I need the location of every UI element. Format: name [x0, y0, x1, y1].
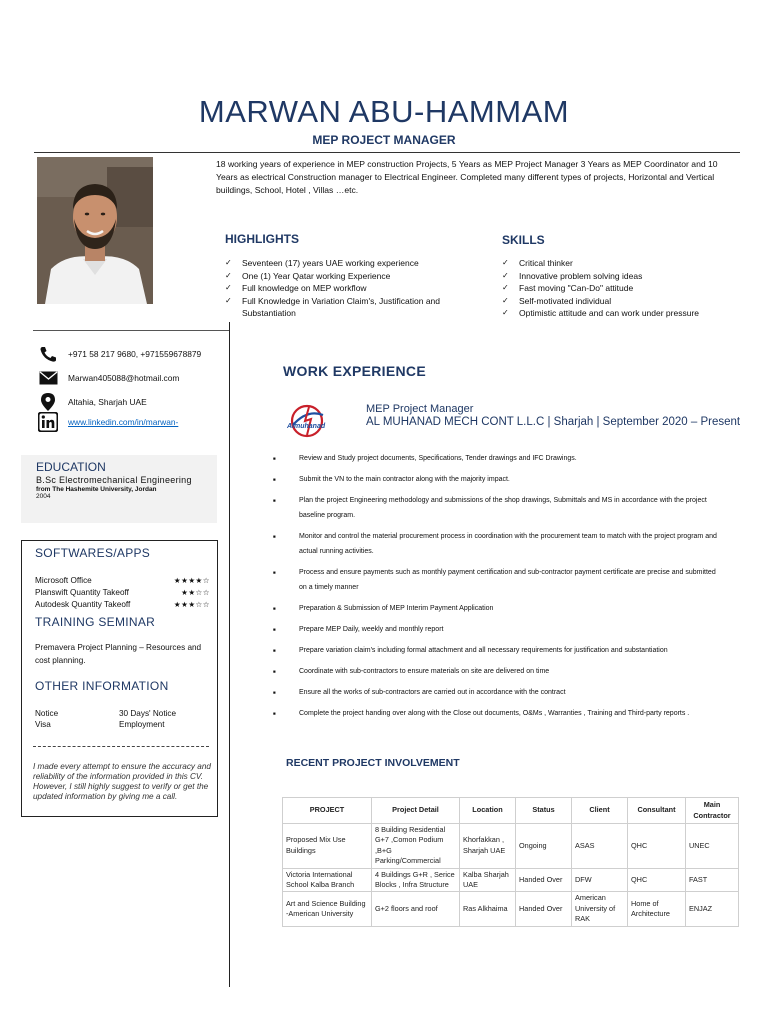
phone-number[interactable]: +971 58 217 9680, +971559678879: [68, 349, 202, 359]
table-cell: Art and Science Building -American University: [283, 892, 372, 926]
training-text: Premavera Project Planning – Resources and cost planning.: [35, 643, 202, 665]
other-info-heading: OTHER INFORMATION: [35, 679, 169, 693]
skills-list: [502, 257, 742, 320]
other-info-row: Notice 30 Days' Notice: [35, 709, 177, 718]
software-item: Microsoft Office ★★★★☆: [35, 575, 210, 587]
disclaimer-text: I made every attempt to ensure the accuracy and reliability of the information provided in this CV. However, I still highly suggest to verify or get the updated information by giving me a call.: [33, 762, 211, 801]
list-item: ■ Submit the VN to the main contractor along with the majority impact.: [273, 472, 718, 487]
rating-stars: ★★★☆☆: [173, 600, 210, 610]
software-list: [35, 575, 210, 612]
skills-heading: SKILLS: [502, 233, 545, 247]
projects-table: [282, 797, 739, 927]
education-school: from The Hashemite University, Jordan: [36, 486, 157, 493]
contact-divider: [33, 330, 229, 331]
software-item: Planswift Quantity Takeoff ★★☆☆: [35, 587, 210, 599]
checkmark-icon: ✓: [225, 258, 232, 267]
table-cell: Proposed Mix Use Buildings: [283, 824, 372, 869]
table-cell: Kalba Sharjah UAE: [460, 868, 516, 892]
envelope-icon: [37, 369, 59, 387]
location-text: Altahia, Sharjah UAE: [68, 397, 147, 407]
table-cell: UNEC: [686, 824, 739, 869]
checkmark-icon: ✓: [502, 295, 509, 305]
column-header: Client: [572, 798, 628, 824]
candidate-role: MEP ROJECT MANAGER: [312, 133, 456, 147]
table-cell: G+2 floors and roof: [372, 892, 460, 926]
list-item: ✓ Fast moving "Can-Do" attitude: [502, 283, 634, 294]
column-divider: [229, 322, 230, 987]
list-item: ✓ Full Knowledge in Variation Claim's, Justification and Substantiation: [225, 295, 441, 319]
checkmark-icon: ✓: [225, 295, 232, 305]
contact-location: [37, 393, 147, 411]
company-logo: [283, 403, 343, 439]
list-item: ✓ Innovative problem solving ideas: [502, 270, 643, 281]
table-cell: Ras Alkhaima: [460, 892, 516, 926]
list-item: ✓ Critical thinker: [502, 258, 573, 268]
education-year: 2004: [36, 493, 51, 500]
list-item: ✓ Full knowledge on MEP workflow: [225, 283, 367, 294]
list-item: ■ Prepare MEP Daily, weekly and monthly report: [273, 622, 718, 637]
table-row: [283, 892, 739, 926]
list-item: ■ Ensure all the works of sub-contractors are carried out in accordance with the contract: [273, 685, 718, 700]
profile-photo-illustration: [37, 157, 153, 304]
table-cell: Home of Architecture: [628, 892, 686, 926]
list-item: ■ Process and ensure payments such as monthly payment certification and sub-contractor payment certificate are precise and submitted on a timely manner: [273, 565, 718, 595]
list-item: ✓ Optimistic attitude and can work under pressure: [502, 308, 700, 319]
column-header: PROJECT: [283, 798, 372, 824]
rating-stars: ★★☆☆: [181, 588, 210, 598]
highlights-list: [225, 257, 475, 320]
table-cell: QHC: [628, 824, 686, 869]
job-title: MEP Project Manager: [366, 403, 474, 415]
education-heading: EDUCATION: [36, 460, 106, 474]
contact-phone: [37, 345, 201, 363]
education-degree: B.Sc Electromechanical Engineering: [36, 475, 192, 485]
checkmark-icon: ✓: [502, 283, 509, 293]
work-experience-heading: WORK EXPERIENCE: [283, 363, 426, 379]
table-cell: DFW: [572, 868, 628, 892]
candidate-name: MARWAN ABU-HAMMAM: [198, 94, 570, 129]
list-item: ■ Monitor and control the material procurement process in coordination with the procurement team to match with the project program and actual running activities.: [273, 529, 718, 559]
table-cell: Handed Over: [516, 868, 572, 892]
list-item: ■ Plan the project Engineering methodology and submissions of the shop drawings, Submittals and MS in accordance with the project baseline program.: [273, 493, 718, 523]
table-cell: American University of RAK: [572, 892, 628, 926]
list-item: ■ Complete the project handing over along with the Close out documents, O&Ms , Warranties , Training and Third-party reports .: [273, 706, 718, 721]
column-header: Status: [516, 798, 572, 824]
phone-icon: [37, 345, 59, 363]
linkedin-link[interactable]: www.linkedin.com/in/marwan-: [68, 417, 179, 427]
list-item: ■ Coordinate with sub-contractors to ensure materials on site are delivered on time: [273, 664, 718, 679]
dashed-divider: [33, 746, 209, 747]
email-address[interactable]: Marwan405088@hotmail.com: [68, 373, 180, 383]
table-row: [283, 868, 739, 892]
table-cell: Victoria International School Kalba Branch: [283, 868, 372, 892]
highlights-heading: HIGHLIGHTS: [225, 232, 299, 246]
table-cell: Khorfakkan , Sharjah UAE: [460, 824, 516, 869]
linkedin-icon: [37, 413, 59, 431]
contact-email: [37, 369, 179, 387]
map-pin-icon: [37, 393, 59, 411]
column-header: Main Contractor: [686, 798, 739, 824]
list-item: ■ Prepare variation claim's including formal attachment and all necessary requirements for justification and substantiation: [273, 643, 718, 658]
software-item: Autodesk Quantity Takeoff ★★★☆☆: [35, 599, 210, 611]
table-row: [283, 824, 739, 869]
duties-list: [273, 451, 718, 721]
profile-summary: 18 working years of experience in MEP construction Projects, 5 Years as MEP Project Manager 3 Years as MEP Coordinator and 10 Years as electrical Construction manager to Electrical Engineer. Completed many different types of projects, Horizontal and Vertical buildings, School, Hotel , Villas …etc.: [216, 159, 718, 195]
table-header-row: [283, 798, 739, 824]
column-header: Location: [460, 798, 516, 824]
profile-photo: [37, 157, 153, 304]
list-item: ✓ One (1) Year Qatar working Experience: [225, 270, 391, 281]
table-cell: 8 Building Residential G+7 ,Comon Podium ,B+G Parking/Commercial: [372, 824, 460, 869]
list-item: ✓ Self-motivated individual: [502, 295, 612, 306]
other-info-table: [35, 708, 210, 730]
softwares-heading: SOFTWARES/APPS: [35, 546, 151, 560]
table-cell: 4 Buildings G+R , Serice Blocks , Infra Structure: [372, 868, 460, 892]
checkmark-icon: ✓: [225, 270, 232, 280]
table-cell: Handed Over: [516, 892, 572, 926]
job-company: AL MUHANAD MECH CONT L.L.C | Sharjah | September 2020 – Present: [366, 416, 741, 428]
table-cell: Ongoing: [516, 824, 572, 869]
sidebar-info-box: [21, 540, 218, 817]
checkmark-icon: ✓: [502, 258, 509, 267]
recent-projects-heading: RECENT PROJECT INVOLVEMENT: [286, 757, 460, 769]
column-header: Project Detail: [372, 798, 460, 824]
education-section: [21, 455, 217, 523]
table-cell: ASAS: [572, 824, 628, 869]
training-heading: TRAINING SEMINAR: [35, 615, 156, 629]
table-cell: ENJAZ: [686, 892, 739, 926]
svg-text:Almuhanad: Almuhanad: [287, 423, 326, 430]
checkmark-icon: ✓: [502, 308, 509, 318]
checkmark-icon: ✓: [502, 270, 509, 280]
rating-stars: ★★★★☆: [173, 576, 210, 585]
column-header: Consultant: [628, 798, 686, 824]
contact-linkedin: [37, 413, 178, 431]
list-item: ■ Review and Study project documents, Specifications, Tender drawings and IFC Drawings.: [273, 451, 718, 466]
table-cell: QHC: [628, 868, 686, 892]
list-item: ✓ Seventeen (17) years UAE working experience: [225, 258, 419, 268]
checkmark-icon: ✓: [225, 283, 232, 293]
table-cell: FAST: [686, 868, 739, 892]
list-item: ■ Preparation & Submission of MEP Interim Payment Application: [273, 601, 718, 616]
header-divider: [34, 152, 740, 153]
other-info-row: Visa Employment: [35, 720, 165, 729]
